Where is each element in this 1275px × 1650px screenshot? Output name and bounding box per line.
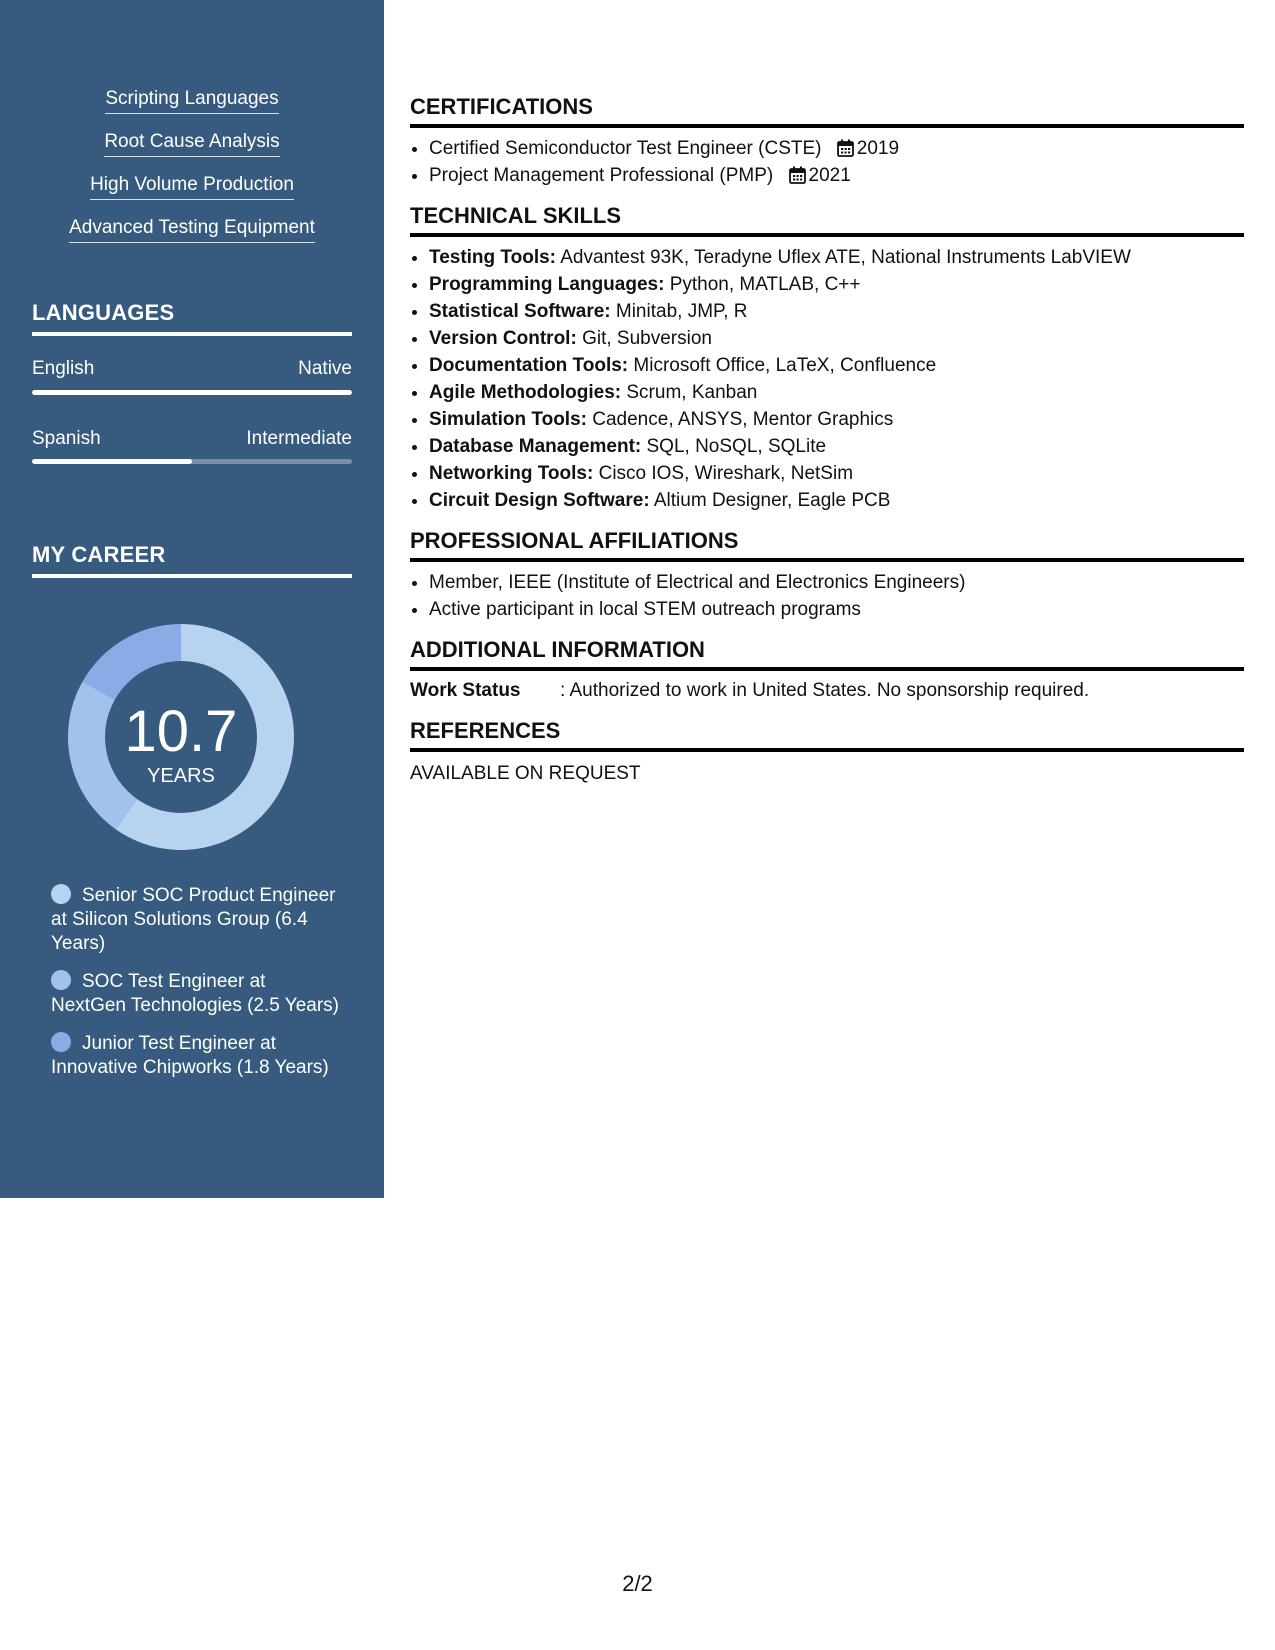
technical-skills-section [410,203,1244,514]
section-title: ADDITIONAL INFORMATION [410,637,1244,671]
skill-value: Cisco IOS, Wireshark, NetSim [593,463,854,484]
career-total-years: 10.7 [124,699,238,764]
work-status-row [410,677,1244,704]
languages-heading: LANGUAGES [32,300,352,336]
skill-label: Database Management: [429,436,642,457]
skill-value: Cadence, ANSYS, Mentor Graphics [586,409,894,430]
language-row [32,358,352,380]
section-title: PROFESSIONAL AFFILIATIONS [410,528,1244,562]
calendar-icon [837,139,854,157]
skill-value: Git, Subversion [576,328,712,349]
skill-tag[interactable]: Scripting Languages [105,86,278,114]
calendar-icon [789,166,806,184]
certification-item [429,162,1244,189]
skill-value: Advantest 93K, Teradyne Uflex ATE, National Instruments LabVIEW [556,247,1131,268]
skill-label: Statistical Software: [429,301,611,322]
skill-label: Simulation Tools: [429,409,587,430]
language-proficiency-fill [32,390,352,395]
career-legend-dot [51,1032,71,1052]
skill-value: Altium Designer, Eagle PCB [649,490,891,511]
language-level: Intermediate [246,428,352,449]
main-content [410,94,1244,801]
career-item [51,970,341,1018]
skill-tag[interactable]: High Volume Production [90,172,294,200]
section-title: REFERENCES [410,718,1244,752]
technical-skills-list [410,244,1244,514]
skill-label: Testing Tools: [429,247,557,268]
language-proficiency-fill [32,459,192,464]
skill-label: Circuit Design Software: [429,490,650,511]
career-item-text: Senior SOC Product Engineer at Silicon Solutions Group (6.4 Years) [51,885,336,954]
skill-item [429,325,1244,352]
skill-item [429,433,1244,460]
career-legend-dot [51,970,71,990]
skill-item [429,271,1244,298]
career-donut-chart [66,622,296,852]
career-legend-dot [51,884,71,904]
career-item-text: Junior Test Engineer at Innovative Chipworks (1.8 Years) [51,1033,329,1078]
skill-value: Microsoft Office, LaTeX, Confluence [628,355,937,376]
skill-tags [0,86,384,258]
skill-label: Version Control: [429,328,577,349]
skill-value: SQL, NoSQL, SQLite [641,436,827,457]
section-title: CERTIFICATIONS [410,94,1244,128]
skill-value: Python, MATLAB, C++ [664,274,861,295]
skill-label: Documentation Tools: [429,355,629,376]
certification-year: 2021 [808,165,851,186]
certification-name: Project Management Professional (PMP) [429,165,774,186]
section-title: TECHNICAL SKILLS [410,203,1244,237]
skill-label: Agile Methodologies: [429,382,622,403]
skill-item [429,460,1244,487]
skill-item [429,244,1244,271]
skill-tag[interactable]: Advanced Testing Equipment [69,215,315,243]
skill-tag[interactable]: Root Cause Analysis [104,129,279,157]
affiliations-section [410,528,1244,623]
sidebar [0,0,384,1198]
skill-value: Minitab, JMP, R [610,301,748,322]
certifications-section [410,94,1244,189]
affiliation-item: • Active participant in local STEM outreach programs [429,596,1244,623]
work-status-value: : Authorized to work in United States. No sponsorship required. [560,680,1090,701]
career-heading: MY CAREER [32,542,352,578]
language-name: English [32,358,95,379]
references-section [410,718,1244,787]
certification-name: Certified Semiconductor Test Engineer (CSTE) [429,138,822,159]
certification-item [429,135,1244,162]
language-proficiency-bar [32,459,352,464]
skill-item [429,487,1244,514]
career-list [51,884,341,1094]
certifications-list [410,135,1244,189]
affiliations-list [410,569,1244,623]
skill-value: Scrum, Kanban [621,382,758,403]
skill-item [429,298,1244,325]
skill-item [429,379,1244,406]
skill-item [429,406,1244,433]
language-row [32,428,352,450]
career-total-unit: YEARS [147,765,215,787]
career-item-text: SOC Test Engineer at NextGen Technologies (2.5 Years) [51,971,339,1016]
skill-label: Programming Languages: [429,274,665,295]
page-number: 2/2 [622,1571,653,1596]
references-text: AVAILABLE ON REQUEST [410,763,641,784]
career-item [51,884,341,956]
additional-information-section [410,637,1244,704]
certification-year: 2019 [856,138,900,159]
language-level: Native [298,358,352,379]
language-proficiency-bar [32,390,352,395]
affiliation-item: • Member, IEEE (Institute of Electrical and Electronics Engineers) [429,569,1244,596]
career-item [51,1032,341,1080]
skill-label: Networking Tools: [429,463,594,484]
skill-item [429,352,1244,379]
language-name: Spanish [32,428,101,449]
work-status-label: Work Status [410,680,521,701]
